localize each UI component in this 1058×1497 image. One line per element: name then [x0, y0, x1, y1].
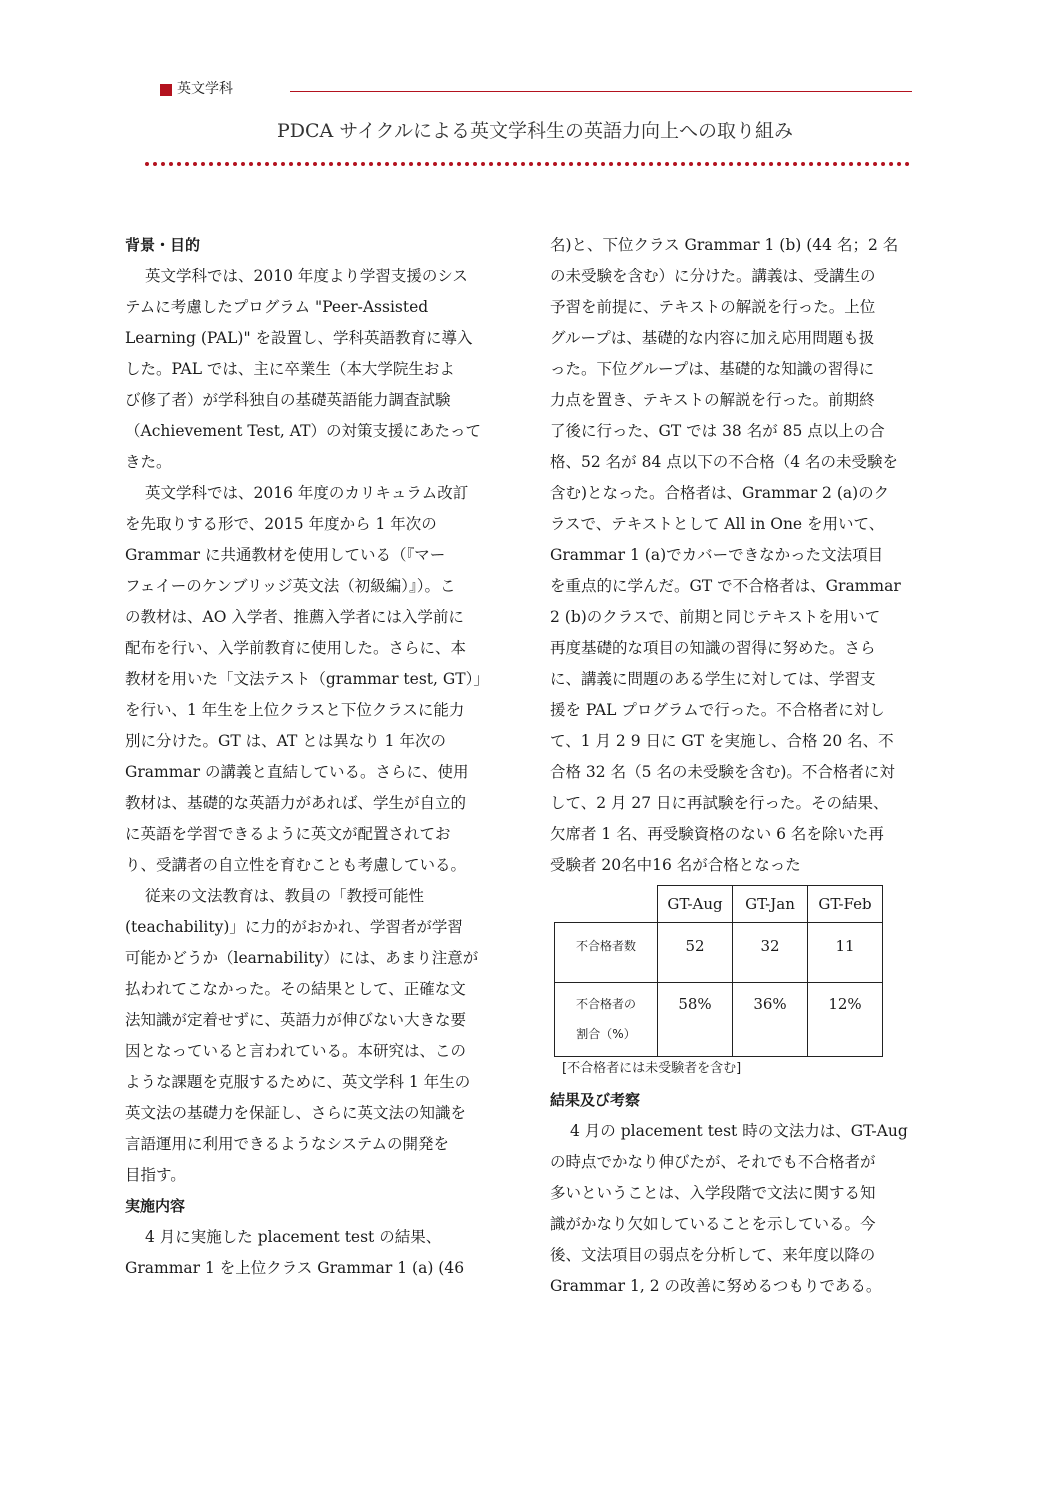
text-line: 識がかなり欠如していることを示している。今	[550, 1215, 876, 1233]
heading-results: 結果及び考察	[550, 1091, 641, 1109]
text-line: 格、52 名が 84 点以下の不合格（4 名の未受験を	[550, 453, 899, 471]
text-line: 教材は、基礎的な英語力があれば、学生が自立的	[125, 794, 467, 812]
text-line: 後、文法項目の弱点を分析して、来年度以降の	[550, 1246, 876, 1264]
page-title: PDCA サイクルによる英文学科生の英語力向上への取り組み	[276, 120, 794, 142]
text-line: を重点的に学んだ。GT で不合格者は、Grammar	[550, 577, 901, 595]
row-label-fail-count: 不合格者数	[555, 923, 658, 983]
text-line: グループは、基礎的な内容に加え応用問題も扱	[550, 329, 875, 347]
text-line: を先取りする形で、2015 年度から 1 年次の	[125, 515, 437, 533]
text-line: (teachability)」に力的がおかれ、学習者が学習	[125, 918, 463, 936]
text-line: 4 月に実施した placement test の結果、	[145, 1228, 442, 1246]
right-column	[550, 230, 928, 1302]
text-line: Grammar に共通教材を使用している（『マー	[125, 546, 446, 564]
text-line: 了後に行った、GT では 38 名が 85 点以上の合	[550, 422, 885, 440]
text-line: 従来の文法教育は、教員の「教授可能性	[145, 887, 425, 905]
paragraph	[125, 881, 513, 1191]
paragraph	[125, 261, 513, 478]
table-corner	[555, 886, 658, 923]
text-line: Learning (PAL)" を設置し、学科英語教育に導入	[125, 329, 473, 347]
text-line: を行い、1 年生を上位クラスと下位クラスに能力	[125, 701, 465, 719]
text-line: 力点を置き、テキストの解説を行った。前期終	[550, 391, 875, 409]
text-line: った。下位グループは、基礎的な知識の習得に	[550, 360, 875, 378]
text-line: フェイーのケンブリッジ英文法（初級編）』）。こ	[125, 577, 456, 595]
text-line: した。PAL では、主に卒業生（本大学院生およ	[125, 360, 455, 378]
heading-background: 背景・目的	[125, 236, 201, 254]
text-line: Grammar 1 を上位クラス Grammar 1 (a) (46	[125, 1259, 465, 1277]
header-rule	[290, 91, 912, 92]
text-line: 因となっていると言われている。本研究は、この	[125, 1042, 467, 1060]
text-line: 含む)となった。合格者は、Grammar 2 (a)のク	[550, 484, 890, 502]
text-line: 合格 32 名（5 名の未受験を含む)。不合格者に対	[550, 763, 895, 781]
text-line: 再度基礎的な項目の知識の習得に努めた。さら	[550, 639, 876, 657]
text-line: 教材を用いた「文法テスト（grammar test, GT）」	[125, 670, 489, 688]
table-header: GT-Feb	[808, 886, 883, 923]
paragraph	[550, 230, 928, 881]
table-cell: 32	[733, 923, 808, 983]
table-cell: 58%	[658, 983, 733, 1057]
table-cell: 52	[658, 923, 733, 983]
text-line: 英文学科では、2016 年度のカリキュラム改訂	[145, 484, 469, 502]
text-line: び修了者）が学科独自の基礎英語能力調査試験	[125, 391, 451, 409]
text-line: 言語運用に利用できるようなシステムの開発を	[125, 1135, 449, 1153]
text-line: 欠席者 1 名、再受験資格のない 6 名を除いた再	[550, 825, 884, 843]
text-line: 英文法の基礎力を保証し、さらに英文法の知識を	[125, 1104, 467, 1122]
text-line: 予習を前提に、テキストの解説を行った。上位	[550, 298, 876, 316]
text-line: に、講義に問題のある学生に対しては、学習支	[550, 670, 876, 688]
text-line: Grammar 1, 2 の改善に努めるつもりである。	[550, 1277, 882, 1295]
paragraph	[125, 1222, 513, 1284]
paragraph	[125, 478, 513, 881]
text-line: 法知識が定着せずに、英語力が伸びない大きな要	[125, 1011, 467, 1029]
department-label: 英文学科	[177, 81, 233, 97]
red-square-icon	[160, 84, 172, 96]
text-line: 配布を行い、入学前教育に使用した。さらに、本	[125, 639, 467, 657]
text-line: 2 (b)のクラスで、前期と同じテキストを用いて	[550, 608, 881, 626]
heading-implementation: 実施内容	[125, 1197, 186, 1215]
text-line: 英文学科では、2010 年度より学習支援のシス	[145, 267, 468, 285]
text-line: （Achievement Test, AT）の対策支援にあたって	[125, 422, 481, 440]
table-note: [不合格者には未受験者を含む]	[562, 1061, 742, 1076]
text-line: 援を PAL プログラムで行った。不合格者に対し	[550, 701, 885, 719]
text-line: ラスで、テキストとして All in One を用いて、	[550, 515, 885, 533]
row-label-line: 割合（%）	[576, 1027, 636, 1041]
paragraph	[550, 1116, 928, 1302]
text-line: 4 月の placement test 時の文法力は、GT-Aug	[570, 1122, 908, 1140]
text-line: 可能かどうか（learnability）には、あまり注意が	[125, 949, 479, 967]
table-cell: 36%	[733, 983, 808, 1057]
row-label-fail-rate	[555, 983, 658, 1057]
text-line: 目指す。	[125, 1166, 186, 1184]
text-line: テムに考慮したプログラム "Peer-Assisted	[125, 298, 429, 316]
text-line: て、1 月 2 9 日に GT を実施し、合格 20 名、不	[550, 732, 894, 750]
text-line: 受験者 20名中16 名が合格となった	[550, 856, 801, 874]
left-column	[125, 230, 513, 1284]
table-header: GT-Jan	[733, 886, 808, 923]
text-line: 払われてこなかった。その結果として、正確な文	[125, 980, 466, 998]
text-line: ような課題を克服するために、英文学科 1 年生の	[125, 1073, 471, 1091]
text-line: 別に分けた。GT は、AT とは異なり 1 年次の	[125, 732, 446, 750]
text-line: り、受講者の自立性を育むことも考慮している。	[125, 856, 467, 874]
table-header: GT-Aug	[658, 886, 733, 923]
text-line: 多いということは、入学段階で文法に関する知	[550, 1184, 876, 1202]
page-header	[160, 80, 912, 104]
text-line: 名)と、下位クラス Grammar 1 (b) (44 名；2 名	[550, 236, 899, 254]
table-cell: 11	[808, 923, 883, 983]
text-line: の時点でかなり伸びたが、それでも不合格者が	[550, 1153, 876, 1171]
row-label-line: 不合格者の	[575, 997, 636, 1011]
text-line: きた。	[125, 453, 172, 471]
text-line: Grammar の講義と直結している。さらに、使用	[125, 763, 469, 781]
text-line: に英語を学習できるように英文が配置されてお	[125, 825, 451, 843]
results-table	[554, 885, 883, 1057]
dotted-divider	[145, 162, 910, 166]
text-line: の教材は、AO 入学者、推薦入学者には入学前に	[125, 608, 464, 626]
results-table-wrap	[554, 885, 928, 1057]
table-cell: 12%	[808, 983, 883, 1057]
text-line: Grammar 1 (a)でカバーできなかった文法項目	[550, 546, 884, 564]
text-line: して、2 月 27 日に再試験を行った。その結果、	[550, 794, 889, 812]
text-line: の未受験を含む）に分けた。講義は、受講生の	[550, 267, 876, 285]
